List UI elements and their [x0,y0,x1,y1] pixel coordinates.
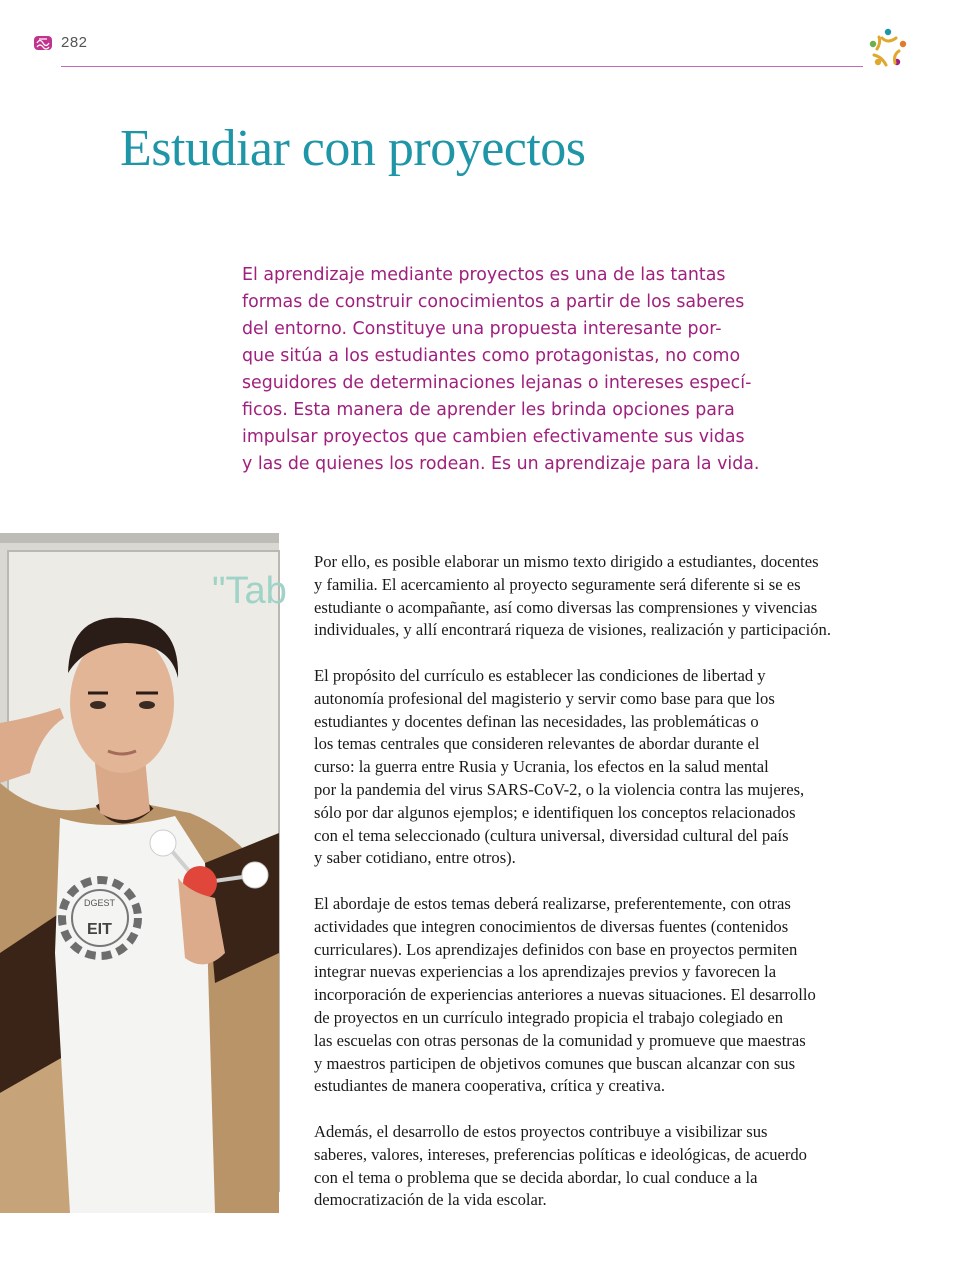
intro-line: impulsar proyectos que cambien efectivamente sus vidas [242,427,745,447]
header-rule [61,66,863,67]
body-line: con el tema o problema que se decida abordar, lo cual conduce a la [314,1167,758,1187]
body-line: curso: la guerra entre Rusia y Ucrania, los efectos en la salud mental [314,757,769,777]
intro-line: del entorno. Constituye una propuesta interesante por- [242,319,722,339]
board-writing: "Tab [212,570,287,612]
page-title: Estudiar con proyectos [120,120,586,177]
body-paragraph [314,665,884,870]
spiral-ornament-icon [33,34,53,52]
body-line: curriculares). Los aprendizajes definidos con base en proyectos permiten [314,939,798,959]
body-line: Además, el desarrollo de estos proyectos contribuye a visibilizar sus [314,1121,768,1141]
shirt-text-top: DGEST [84,898,116,908]
body-line: las escuelas con otras personas de la comunidad y promueve que maestras [314,1030,806,1050]
body-line: autonomía profesional del magisterio y servir como base para que los [314,688,775,708]
intro-line: seguidores de determinaciones lejanas o intereses especí- [242,373,752,393]
body-line: estudiantes de manera cooperativa, crítica y creativa. [314,1076,666,1096]
body-line: por la pandemia del virus SARS-CoV-2, o la violencia contra las mujeres, [314,779,805,799]
body-line: El abordaje de estos temas deberá realizarse, preferentemente, con otras [314,893,791,913]
intro-line: ficos. Esta manera de aprender les brinda opciones para [242,400,735,420]
intro-paragraph [242,262,772,478]
body-line: El propósito del currículo es establecer las condiciones de libertad y [314,665,766,685]
body-paragraph [314,551,884,642]
body-line: de proyectos en un currículo integrado propicia el trabajo colegiado en [314,1007,784,1027]
page-number: 282 [61,34,88,51]
body-line: estudiante o acompañante, así como diversas las comprensiones y vivencias [314,597,818,617]
shirt-text-bottom: EIT [87,921,112,938]
intro-line: que sitúa a los estudiantes como protagonistas, no como [242,346,741,366]
body-line: sólo por dar algunos ejemplos; e identifiquen los conceptos relacionados [314,802,796,822]
body-text [314,551,884,1235]
body-line: saberes, valores, intereses, preferencias políticas e ideológicas, de acuerdo [314,1144,807,1164]
intro-line: y las de quienes los rodean. Es un aprendizaje para la vida. [242,454,760,474]
student-illustration [0,533,287,1213]
body-line: los temas centrales que consideren relevantes de abordar durante el [314,734,760,754]
body-line: y maestros participen de objetivos comunes que buscan alcanzar con sus [314,1053,796,1073]
body-line: Por ello, es posible elaborar un mismo texto dirigido a estudiantes, docentes [314,552,819,571]
intro-line: formas de construir conocimientos a partir de los saberes [242,292,745,312]
body-line: con el tema seleccionado (cultura universal, diversidad cultural del país [314,825,789,845]
body-line: y saber cotidiano, entre otros). [314,848,516,868]
intro-line: El aprendizaje mediante proyectos es una de las tantas [242,265,726,285]
body-line: estudiantes y docentes definan las necesidades, las problemáticas o [314,711,759,731]
body-line: y familia. El acercamiento al proyecto seguramente será diferente si se es [314,574,801,594]
body-line: democratización de la vida escolar. [314,1190,547,1210]
student-photo [0,533,287,1213]
body-line: actividades que integren conocimientos de diversas fuentes (contenidos [314,916,789,936]
people-circle-logo-icon [866,27,910,71]
body-line: individuales, y allí encontrará riqueza de visiones, realización y participación. [314,620,831,640]
body-line: integrar nuevas experiencias a los aprendizajes previos y favorecen la [314,962,777,982]
body-paragraph [314,893,884,1098]
body-paragraph [314,1121,884,1212]
body-line: incorporación de experiencias anteriores a nuevas situaciones. El desarrollo [314,985,816,1005]
